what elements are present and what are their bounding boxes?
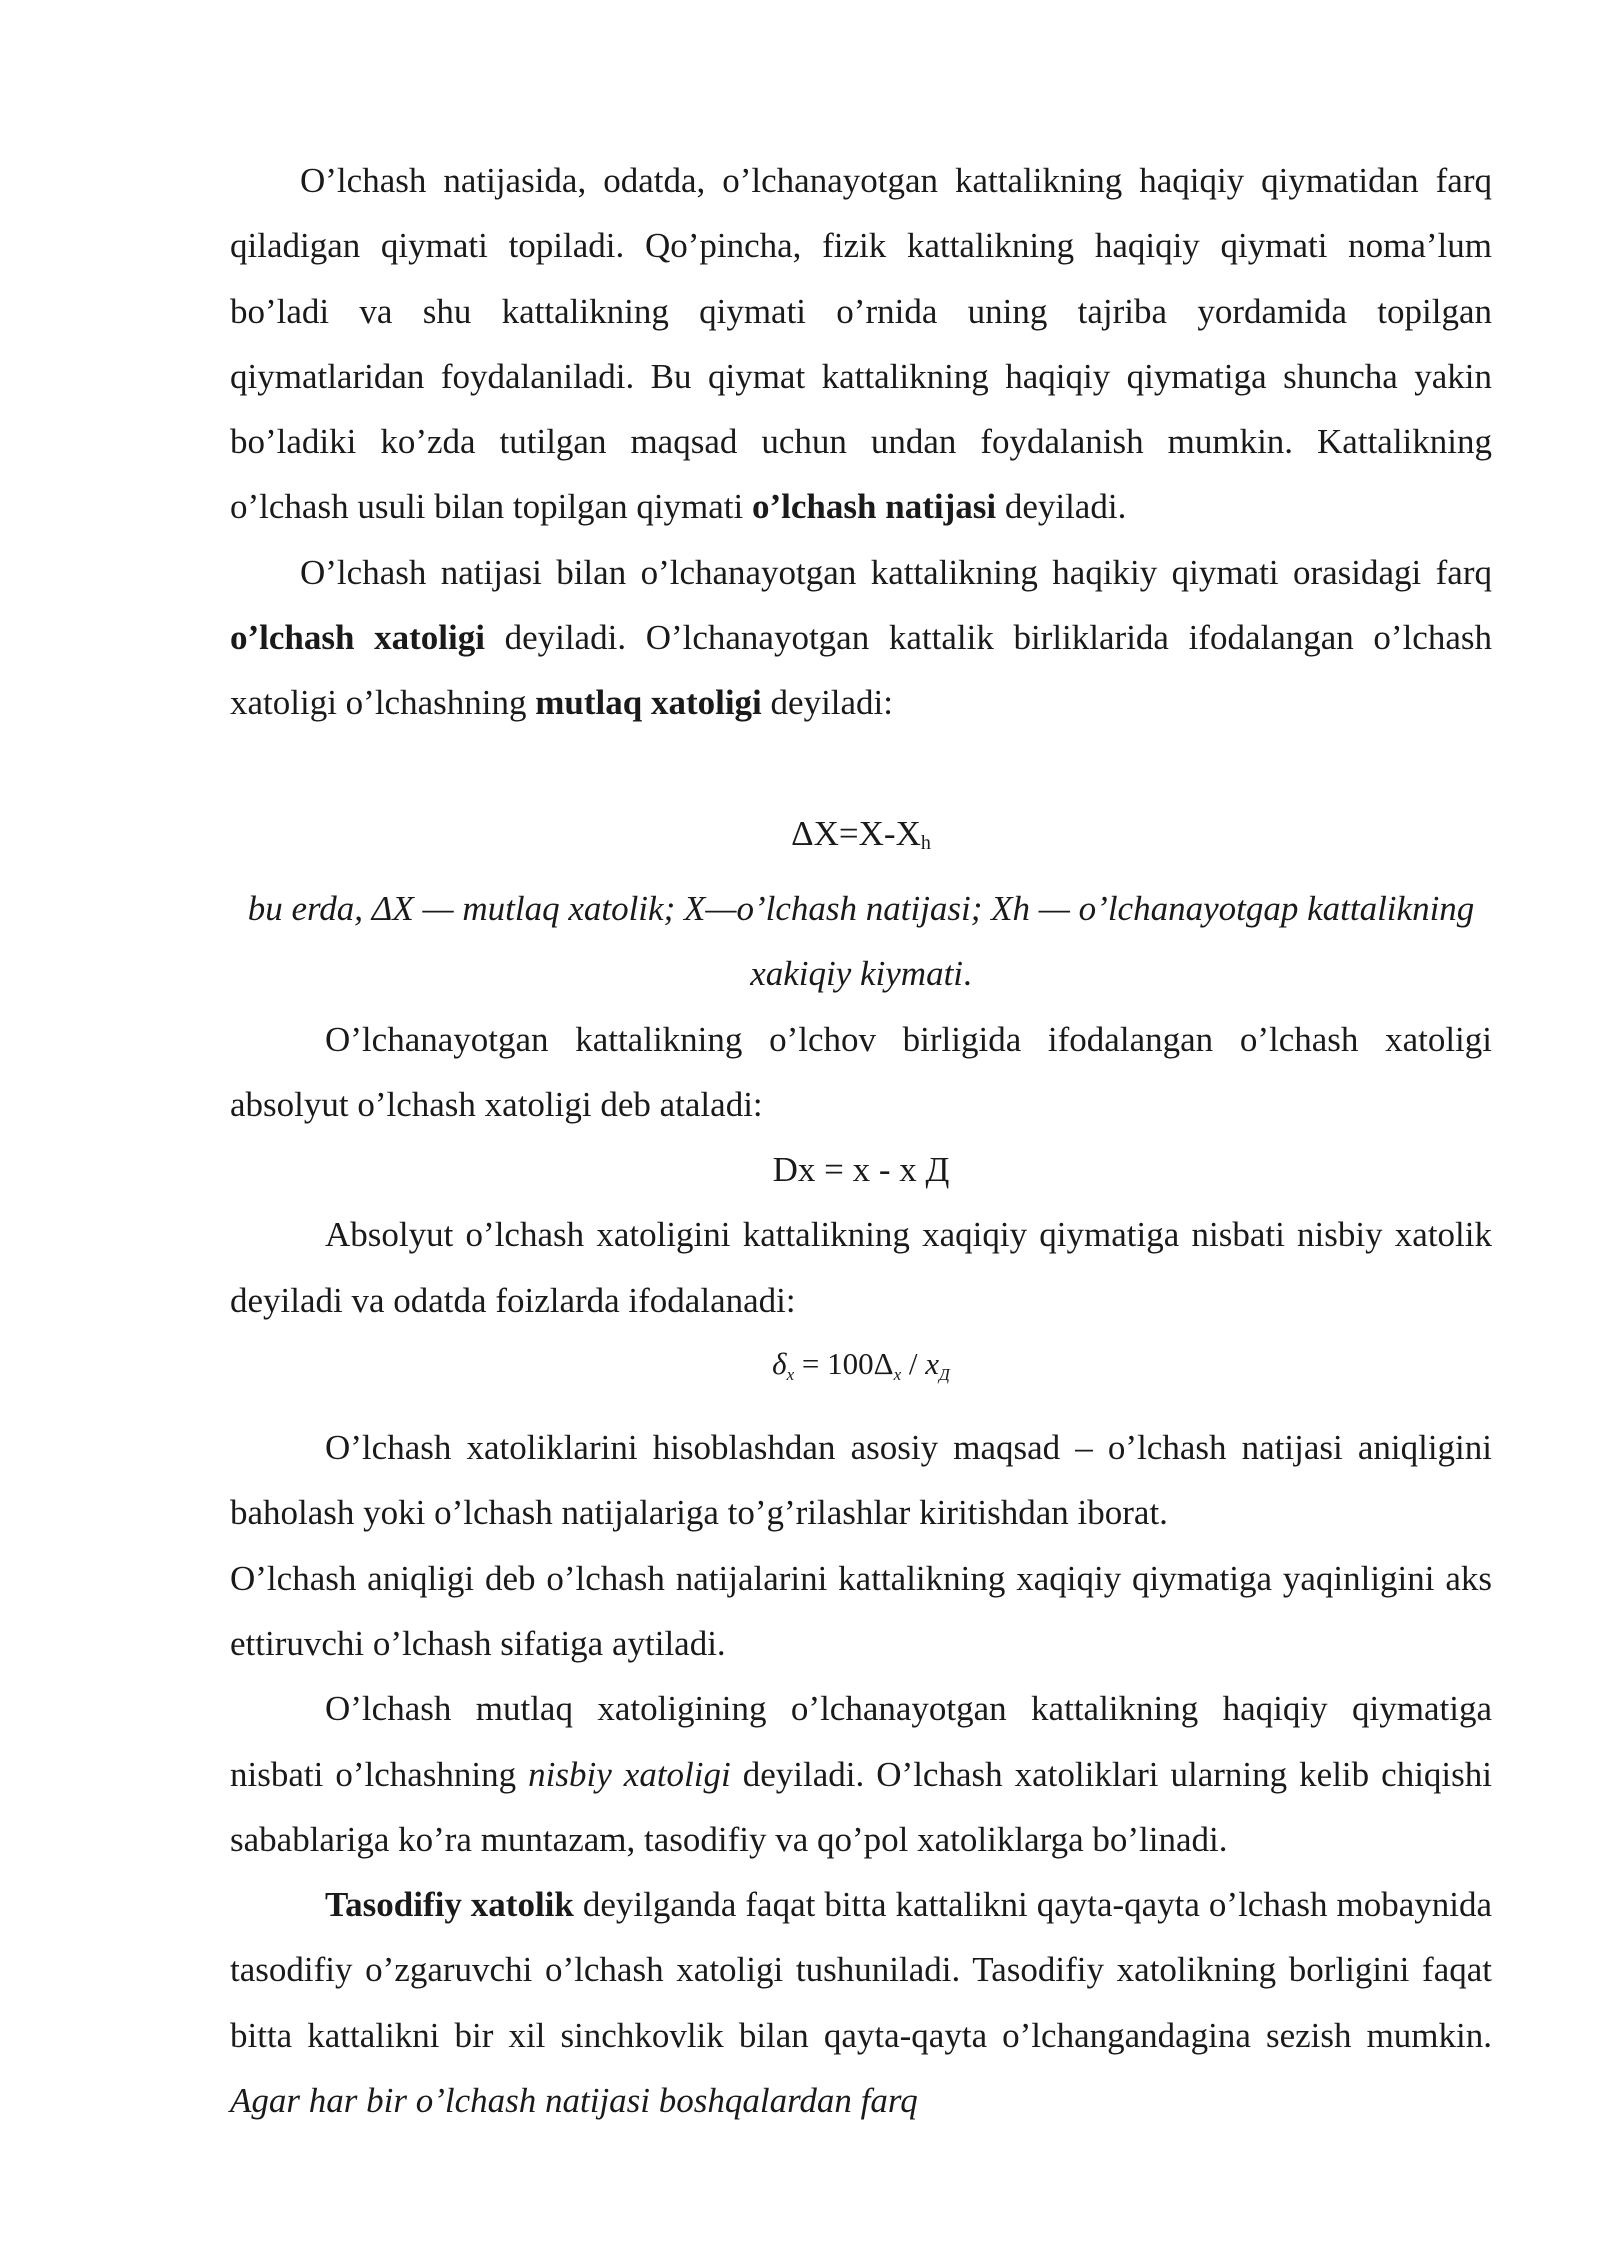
formula-dx: Dx = x - x Д [772, 1150, 950, 1190]
variable-x: x [925, 1346, 939, 1382]
paragraph-relative-error-definition [230, 1676, 1492, 1872]
paragraph-random-error [230, 1872, 1492, 2133]
formula-absolute-error [230, 801, 1492, 876]
paragraph-accuracy: O’lchash aniqligi deb o’lchash natijalarini kattalikning xaqiqiy qiymatiga yaqinligini aks ettiruvchi o’lchash sifatiga aytiladi. [230, 1558, 1492, 1663]
text: deyiladi. O’lchanayotgan kattalik birliklarida ifodalangan o’lchash xatoligi o’lchashning [230, 618, 1492, 723]
paragraph-relative-error: Absolyut o’lchash xatoligini kattalikning xaqiqiy qiymatiga nisbati nisbiy xatolik deyiladi va odatda foizlarda ifodalanadi: [230, 1215, 1492, 1320]
bold-term: mutlaq xatoligi [535, 683, 762, 723]
delta-symbol: δ [772, 1346, 787, 1382]
text: O’lchash natijasi bilan o’lchanayotgan kattalikning haqikiy qiymati orasidagi farq [300, 552, 1492, 592]
italic-text: Agar har bir o’lchash natijasi boshqalardan farq [230, 2081, 918, 2121]
paragraph-absolute-error: O’lchanayotgan kattalikning o’lchov birligida ifodalangan o’lchash xatoligi absolyut o’lchash xatoligi deb ataladi: [230, 1019, 1492, 1124]
formula-subscript: h [920, 831, 931, 854]
caption-italic: bu erda, ΔX — mutlaq xatolik; X—o’lchash natijasi; Xh — o’lchanayotgap kattalikning xakiqiy kiymati [247, 888, 1475, 994]
spacer [230, 736, 1492, 801]
formula-caption [230, 876, 1492, 1007]
paragraph-measurement-result [230, 148, 1492, 540]
formula-main: ΔX=X-X [791, 813, 921, 853]
formula-relative-error [230, 1344, 1492, 1395]
paragraph-measurement-error [230, 540, 1492, 736]
text: deyiladi: [761, 683, 893, 723]
subscript-d: Д [939, 1365, 950, 1385]
text: O’lchash mutlaq xatoligining o’lchanayotgan kattalikning haqiqiy qiymatiga nisbati o’lchashning [230, 1689, 1492, 1794]
equals-100-delta: = 100Δ [801, 1346, 894, 1382]
bold-term: Tasodifiy xatolik [325, 1885, 574, 1925]
text: deyiladi. [996, 487, 1127, 527]
subscript-x: x [786, 1365, 795, 1385]
text: O’lchash natijasida, odatda, o’lchanayotgan kattalikning haqiqiy qiymatidan farq qiladigan qiymati topiladi. Qo’pincha, fizik kattalikning haqiqiy qiymati noma’lum bo’ladi va shu kattalikning qiymati o’rnida uning tajriba yordamida topilgan qiymatlaridan foydalaniladi. Bu qiymat kattalikning haqiqiy qiymatiga shuncha yakin bo’ladiki ko’zda tutilgan maqsad uchun undan foydalanish mumkin. Kattalikning o’lchash usuli bilan topilgan qiymati [230, 161, 1492, 527]
subscript-x: x [893, 1365, 902, 1385]
bold-term: o’lchash xatoligi [230, 618, 485, 658]
text: deyiladi. O’lchash xatoliklari ularning kelib chiqishi sabablariga ko’ra muntazam, tasodifiy va qo’pol xatoliklarga bo’linadi. [230, 1754, 1492, 1859]
text: deyilganda faqat bitta kattalikni qayta-qayta o’lchash mobaynida tasodifiy o’zgaruvchi o’lchash xatoligi tushuniladi. Tasodifiy xatolikning borligini faqat bitta kattalikni bir xil sinchkovlik bilan qayta-qayta o’lchangandagina sezish mumkin. [230, 1885, 1492, 2055]
italic-term: nisbiy xatoligi [528, 1754, 731, 1794]
slash: / [908, 1346, 918, 1382]
paragraph-purpose: O’lchash xatoliklarini hisoblashdan asosiy maqsad – o’lchash natijasi aniqligini baholash yoki o’lchash natijalariga to’g’rilashlar kiritishdan iborat. [230, 1428, 1492, 1533]
bold-term: o’lchash natijasi [752, 487, 997, 527]
caption-end: . [963, 954, 972, 994]
